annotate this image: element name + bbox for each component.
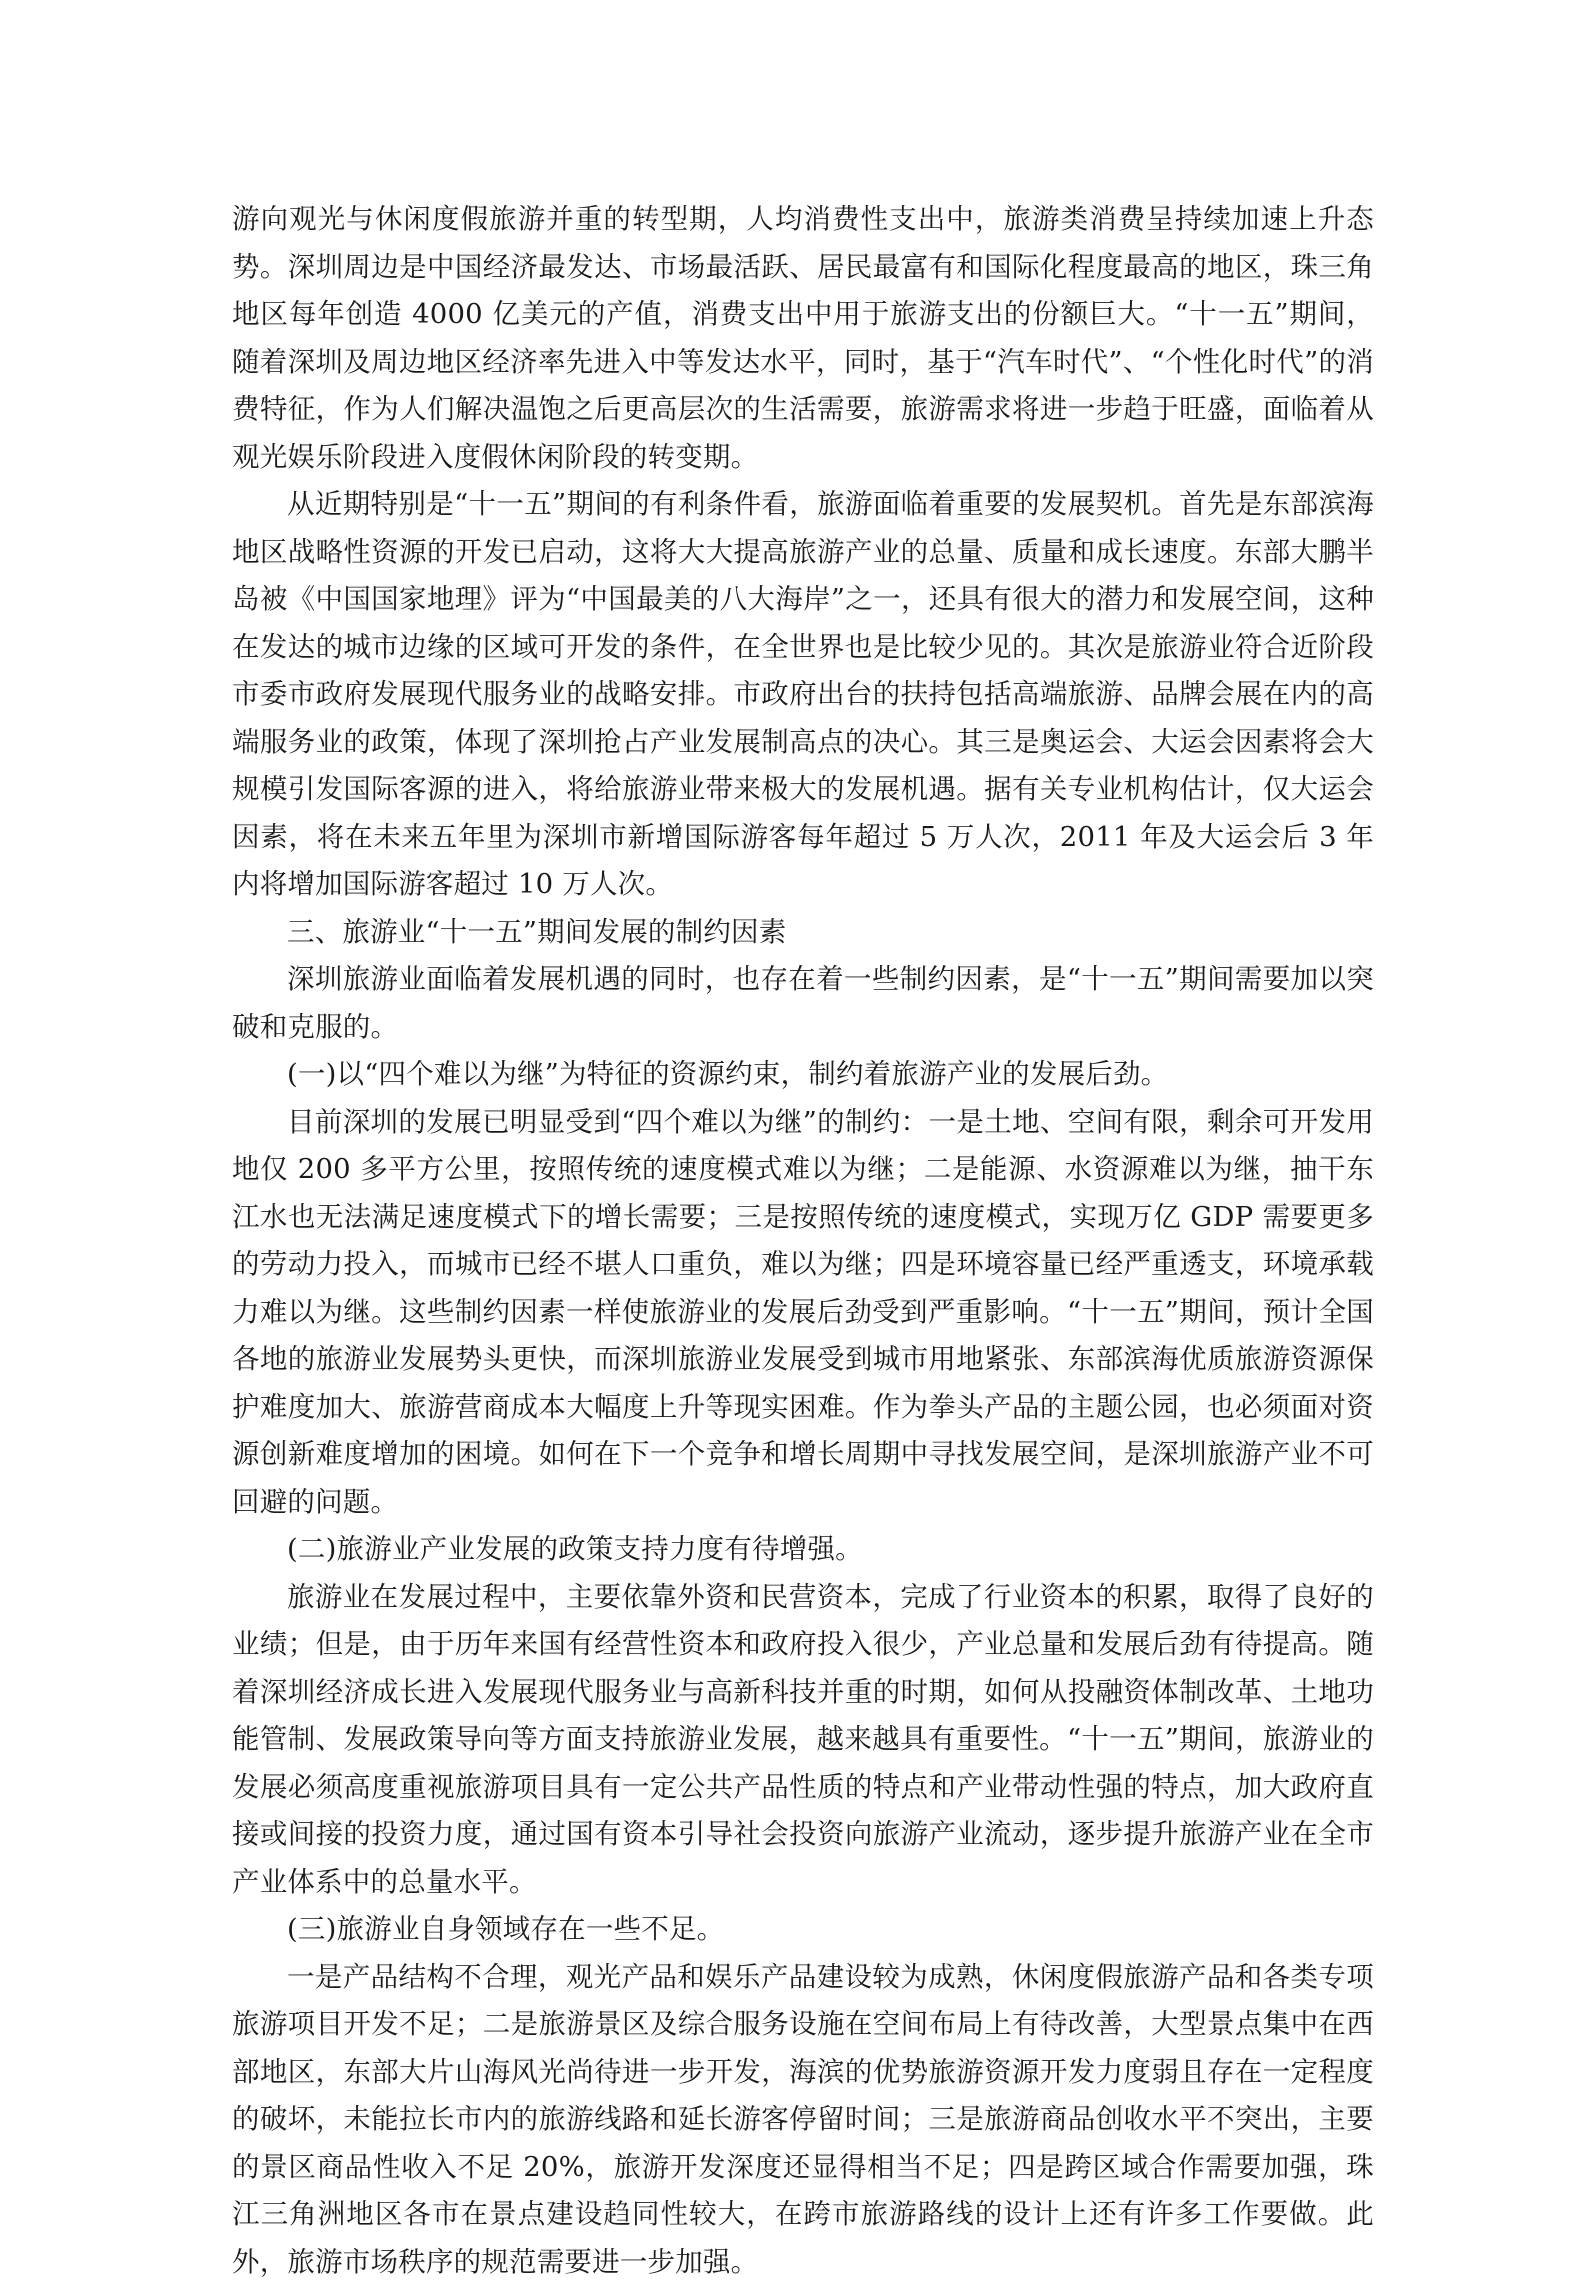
paragraph-opportunities: 从近期特别是“十一五”期间的有利条件看，旅游面临着重要的发展契机。首先是东部滨海地区战略性资源的开发已启动，这将大大提高旅游产业的总量、质量和成长速度。东部大鹏半岛被《中国国家地理》评为“中国最美的八大海岸”之一，还具有很大的潜力和发展空间，这种在发达的城市边缘的区域可开发的条件，在全世界也是比较少见的。其次是旅游业符合近阶段市委市政府发展现代服务业的战略安排。市政府出台的扶持包括高端旅游、品牌会展在内的高端服务业的政策，体现了深圳抢占产业发展制高点的决心。其三是奥运会、大运会因素将会大规模引发国际客源的进入，将给旅游业带来极大的发展机遇。据有关专业机构估计，仅大运会因素，将在未来五年里为深圳市新增国际游客每年超过 5 万人次，2011 年及大运会后 3 年内将增加国际游客超过 10 万人次。 [232, 481, 1374, 909]
document-body [232, 196, 1374, 2286]
paragraph-resource-constraint: 目前深圳的发展已明显受到“四个难以为继”的制约：一是土地、空间有限，剩余可开发用地仅 200 多平方公里，按照传统的速度模式难以为继；二是能源、水资源难以为继，抽干东江水也无法满足速度模式下的增长需要；三是按照传统的速度模式，实现万亿 GDP 需要更多的劳动力投入，而城市已经不堪人口重负，难以为继；四是环境容量已经严重透支，环境承载力难以为继。这些制约因素一样使旅游业的发展后劲受到严重影响。“十一五”期间，预计全国各地的旅游业发展势头更快，而深圳旅游业发展受到城市用地紧张、东部滨海优质旅游资源保护难度加大、旅游营商成本大幅度上升等现实困难。作为拳头产品的主题公园，也必须面对资源创新难度增加的困境。如何在下一个竞争和增长周期中寻找发展空间，是深圳旅游产业不可回避的问题。 [232, 1099, 1374, 1527]
paragraph-industry-shortcomings: 一是产品结构不合理，观光产品和娱乐产品建设较为成熟，休闲度假旅游产品和各类专项旅游项目开发不足；二是旅游景区及综合服务设施在空间布局上有待改善，大型景点集中在西部地区，东部大片山海风光尚待进一步开发，海滨的优势旅游资源开发力度弱且存在一定程度的破坏，未能拉长市内的旅游线路和延长游客停留时间；三是旅游商品创收水平不突出，主要的景区商品性收入不足 20%，旅游开发深度还显得相当不足；四是跨区域合作需要加强，珠江三角洲地区各市在景点建设趋同性较大，在跨市旅游路线的设计上还有许多工作要做。此外，旅游市场秩序的规范需要进一步加强。 [232, 1954, 1374, 2286]
paragraph-continuation: 游向观光与休闲度假旅游并重的转型期，人均消费性支出中，旅游类消费呈持续加速上升态势。深圳周边是中国经济最发达、市场最活跃、居民最富有和国际化程度最高的地区，珠三角地区每年创造 4000 亿美元的产值，消费支出中用于旅游支出的份额巨大。“十一五”期间，随着深圳及周边地区经济率先进入中等发达水平，同时，基于“汽车时代”、“个性化时代”的消费特征，作为人们解决温饱之后更高层次的生活需要，旅游需求将进一步趋于旺盛，面临着从观光娱乐阶段进入度假休闲阶段的转变期。 [232, 196, 1374, 481]
section-heading-constraints: 三、旅游业“十一五”期间发展的制约因素 [232, 909, 1374, 957]
subheading-resource-constraint: (一)以“四个难以为继”为特征的资源约束，制约着旅游产业的发展后劲。 [232, 1051, 1374, 1099]
subheading-policy-support: (二)旅游业产业发展的政策支持力度有待增强。 [232, 1526, 1374, 1574]
paragraph-policy-support: 旅游业在发展过程中，主要依靠外资和民营资本，完成了行业资本的积累，取得了良好的业绩；但是，由于历年来国有经营性资本和政府投入很少，产业总量和发展后劲有待提高。随着深圳经济成长进入发展现代服务业与高新科技并重的时期，如何从投融资体制改革、土地功能管制、发展政策导向等方面支持旅游业发展，越来越具有重要性。“十一五”期间，旅游业的发展必须高度重视旅游项目具有一定公共产品性质的特点和产业带动性强的特点，加大政府直接或间接的投资力度，通过国有资本引导社会投资向旅游产业流动，逐步提升旅游产业在全市产业体系中的总量水平。 [232, 1574, 1374, 1907]
subheading-industry-shortcomings: (三)旅游业自身领域存在一些不足。 [232, 1906, 1374, 1954]
paragraph-constraints-intro: 深圳旅游业面临着发展机遇的同时，也存在着一些制约因素，是“十一五”期间需要加以突破和克服的。 [232, 956, 1374, 1051]
